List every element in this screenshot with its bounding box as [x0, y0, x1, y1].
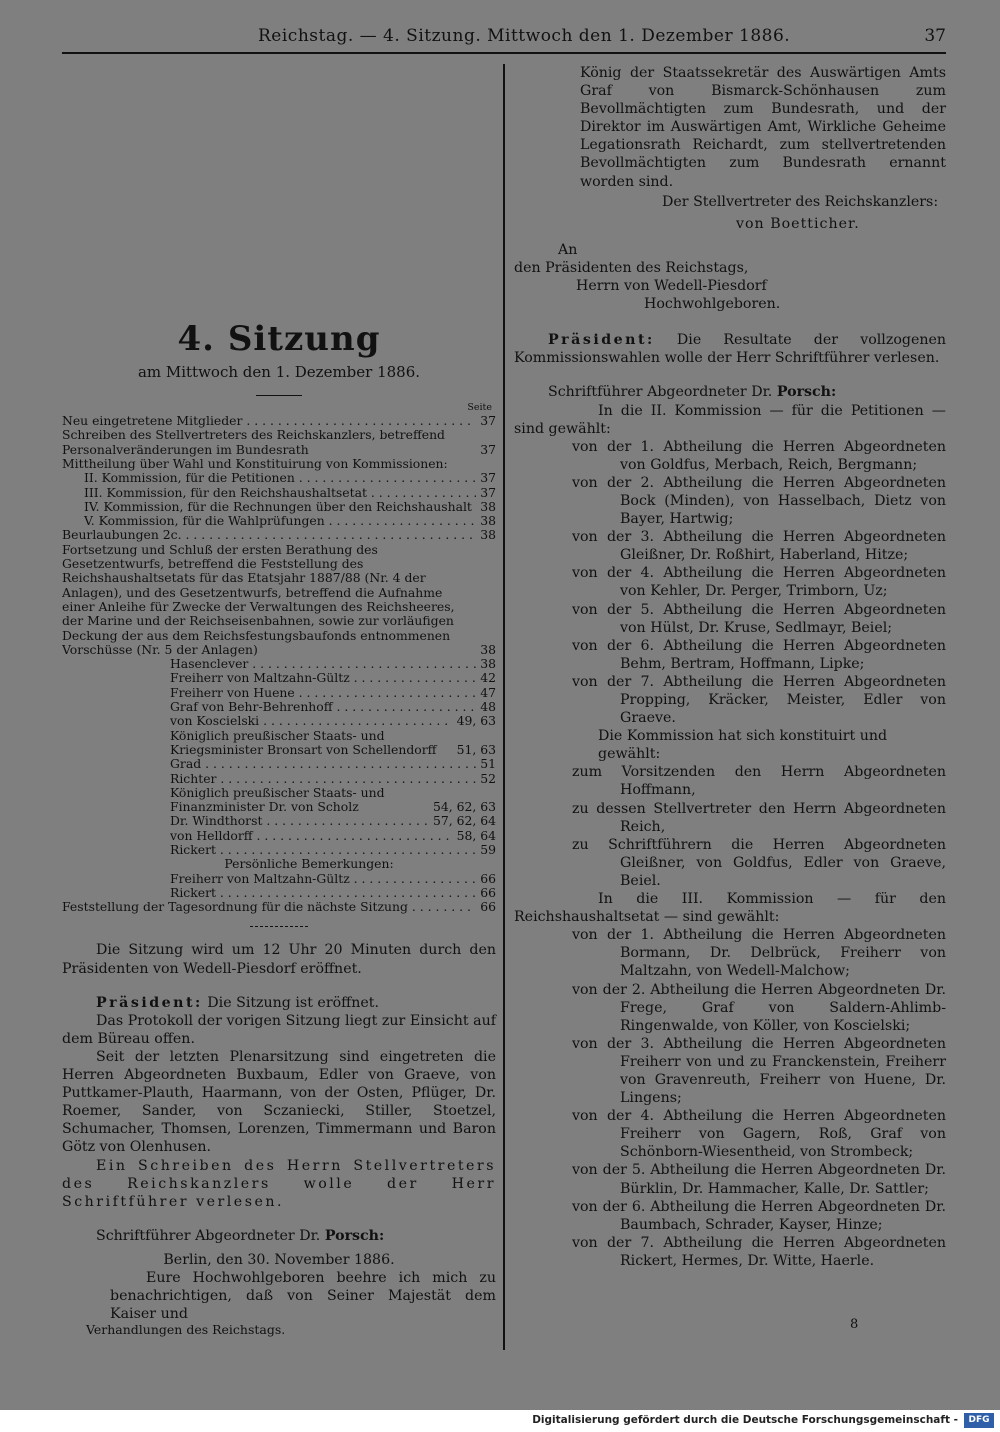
toc-entry-title: Königlich preußischer Staats- und Finanzminister Dr. von Scholz [170, 785, 385, 815]
speaker-text: Die Resultate der vollzogenen Kommissionswahlen wolle der Herr Schriftführer verlesen. [514, 332, 947, 367]
speaker-label: Präsident: [548, 332, 655, 349]
new-members-paragraph: Seit der letzten Plenarsitzung sind eingetreten die Herren Abgeordneten Buxbaum, Edler von Graeve, von Puttkamer-Plauth, Haarmann, von der Osten, Pflüger, Dr. Roemer, Sander, von Sczaniecki, Stiller, Stoetzel, Schumacher, Thomsen, Lorenzen, Timmermann und Baron Götz von Olenhusen. [62, 1048, 496, 1156]
toc-entry-page: 38 [480, 527, 496, 543]
toc-entry-page: 49, 63 [456, 713, 496, 729]
toc-page-column-header: Seite [467, 402, 492, 414]
division-entry: von der 4. Abtheilung die Herren Abgeordneten von Kehler, Dr. Perger, Trimborn, Uz; [572, 565, 946, 600]
address-line-1: den Präsidenten des Reichstags, [514, 259, 749, 276]
division-entry: von der 6. Abtheilung die Herren Abgeordneten Dr. Baumbach, Schrader, Kayser, Hinze; [572, 1198, 946, 1233]
toc-entry [62, 428, 496, 457]
secretary-name: Porsch: [776, 384, 837, 401]
running-header [62, 22, 946, 54]
toc-entry [62, 514, 496, 528]
division-entry: von der 6. Abtheilung die Herren Abgeordneten Behm, Bertram, Hoffmann, Lipke; [572, 637, 946, 672]
toc-entry-page: 37 [480, 441, 496, 457]
commission-2-constituted: Die Kommission hat sich konstituirt und gewählt: [598, 728, 888, 763]
signature-role: Der Stellvertreter des Reichskanzlers: [662, 193, 939, 210]
toc-entry: Persönliche Bemerkungen: [224, 856, 394, 872]
toc-entry [62, 500, 496, 514]
toc-entry [62, 486, 496, 500]
toc-entry [62, 671, 496, 685]
toc-entry-page: 66 [480, 899, 496, 915]
division-entry: von der 5. Abtheilung die Herren Abgeordneten Dr. Bürklin, Dr. Hammacher, Kalle, Dr. Sattler; [572, 1162, 946, 1197]
toc-entry-title: Graf von Behr-Behrenhoff . . . [170, 700, 476, 714]
office-entry: zu dessen Stellvertreter den Herrn Abgeordneten Reich, [572, 800, 946, 835]
toc-entry-page: 38 [480, 513, 496, 529]
toc-entry [62, 700, 496, 714]
toc-entry-title: Schreiben des Stellvertreters des Reichskanzlers, betreffend Personalveränderungen im Bundesrath [62, 428, 445, 457]
division-entry: von der 2. Abtheilung die Herren Abgeordneten Bock (Minden), von Hasselbach, Dietz von Bayer, Hartwig; [572, 474, 946, 528]
toc-entry-title: von Koscielski . . . [170, 714, 453, 728]
president-paragraph-right [514, 331, 946, 367]
commission-2-offices [514, 763, 946, 890]
toc-entry-title: Rickert . . . [170, 886, 476, 900]
toc-entry-page: 57, 62, 64 [432, 813, 496, 829]
toc-entry-page: 54, 62, 63 [432, 799, 496, 815]
toc-entry [62, 729, 496, 758]
toc-entry-page: 51, 63 [456, 741, 496, 757]
secretary-label: Schriftführer Abgeordneter Dr. [548, 384, 773, 401]
letter-announcement: Ein Schreiben des Herrn Stellvertreters des Reichskanzlers wolle der Herr Schriftführer verlesen. [62, 1157, 496, 1210]
commission-3-members [514, 926, 946, 1270]
left-column [62, 64, 496, 1323]
toc-entry-title: III. Kommission, für den Reichshaushaltsetat . . . [84, 486, 476, 500]
toc-entry-page: 47 [480, 684, 496, 700]
toc-entry-page: 42 [480, 670, 496, 686]
toc-entry-title: V. Kommission, für die Wahlprüfungen . . . [84, 514, 476, 528]
toc-entry [62, 814, 496, 828]
dfg-logo: DFG [964, 1413, 994, 1428]
toc-entry-page: 38 [480, 656, 496, 672]
commission-3-heading: In die III. Kommission — für den Reichshaushaltsetat — sind gewählt: [514, 891, 946, 926]
left-body [62, 941, 496, 1323]
commission-2-heading: In die II. Kommission — für die Petitionen — sind gewählt: [514, 402, 946, 437]
toc-entry [62, 543, 496, 657]
letter-continuation: König der Staatssekretär des Auswärtigen Amts Graf von Bismarck-Schönhausen zum Bevollmächtigten zum Bundesrath, und der Direktor im Auswärtigen Amt, Wirkliche Geheime Legationsrath Reichardt, zum stellvertretenden Bevollmächtigten zum Bundesrath ernannt worden sind. [580, 65, 946, 190]
session-date: am Mittwoch den 1. Dezember 1886. [137, 363, 421, 381]
toc-entry-title: II. Kommission, für die Petitionen . . . [84, 471, 476, 485]
division-entry: von der 1. Abtheilung die Herren Abgeordneten von Goldfus, Merbach, Reich, Bergmann; [572, 438, 946, 473]
secretary-paragraph [62, 1227, 496, 1245]
right-column [514, 64, 946, 1270]
toc-entry-page: 59 [480, 842, 496, 857]
digitization-banner [0, 1410, 1000, 1432]
protocol-paragraph: Das Protokoll der vorigen Sitzung liegt zur Einsicht auf dem Büreau offen. [62, 1012, 496, 1047]
division-entry: von der 1. Abtheilung die Herren Abgeordneten Bormann, Dr. Delbrück, Freiherr von Maltzahn, von Wedell-Malchow; [572, 927, 946, 980]
banner-text: Digitalisierung gefördert durch die Deutsche Forschungsgemeinschaft - [532, 1414, 958, 1426]
page-number: 37 [924, 26, 946, 46]
toc-entry [62, 414, 496, 428]
toc-entry [62, 471, 496, 485]
letter-start: Eure Hochwohlgeboren beehre ich mich zu benachrichtigen, daß von Seiner Majestät dem Kaiser und [110, 1269, 496, 1323]
toc-entry [62, 886, 496, 900]
toc-list [62, 414, 496, 914]
address-line-2: Herrn von Wedell-Piesdorf [576, 278, 767, 295]
secretary-name: Porsch: [324, 1227, 385, 1244]
letter-date: Berlin, den 30. November 1886. [163, 1251, 395, 1268]
toc-entry-title: Neu eingetretene Mitglieder . . . [62, 414, 476, 428]
toc-entry [62, 786, 496, 815]
division-entry: von der 2. Abtheilung die Herren Abgeordneten Dr. Frege, Graf von Saldern-Ahlimb-Ringenwalde, von Köller, von Koscielski; [572, 981, 946, 1034]
commission-2-members [514, 438, 946, 728]
secretary-paragraph-right [514, 383, 946, 401]
toc-entry [62, 657, 496, 671]
division-entry: von der 7. Abtheilung die Herren Abgeordneten Rickert, Hermes, Dr. Witte, Haerle. [572, 1234, 946, 1269]
toc-entry-page: 48 [480, 699, 496, 715]
address-line-3: Hochwohlgeboren. [644, 296, 781, 313]
toc-entry-page: 66 [480, 870, 496, 886]
toc-entry-title: Richter . . . [170, 772, 476, 786]
president-paragraph [62, 994, 496, 1012]
division-entry: von der 7. Abtheilung die Herren Abgeordneten Propping, Kräcker, Meister, Edler von Graeve. [572, 673, 946, 727]
secretary-label: Schriftführer Abgeordneter Dr. [96, 1227, 321, 1244]
toc-entry-page: 38 [480, 498, 496, 514]
toc-entry-page: 52 [480, 770, 496, 786]
toc-entry-page: 38 [480, 641, 496, 657]
toc-entry-page: 58, 64 [456, 827, 496, 843]
toc-entry-title: Freiherr von Maltzahn-Gültz . . . [170, 872, 476, 886]
toc-entry-title: Fortsetzung und Schluß der ersten Berathung des Gesetzentwurfs, betreffend die Feststellung des Reichshaushaltsetats für das Etatsjahr 1887/88 (Nr. 4 der Anlagen), und des Gesetzentwurfs, betreffend die Aufnahme einer Anleihe für Zwecke der Verwaltungen des Reichsheeres, der Marine und der Reichseisenbahnen, sowie zur vorläufigen Deckung der aus dem Reichsfestungsbaufonds entnommenen Vorschüsse (Nr. 5 der Anlagen) [62, 542, 455, 657]
toc-entry-title: Mittheilung über Wahl und Konstituirung von Kommissionen: [62, 456, 448, 471]
session-title: 4. Sitzung [177, 319, 381, 359]
toc-entry [62, 829, 496, 843]
toc-entry [62, 686, 496, 700]
toc-entry [62, 757, 496, 771]
toc-entry [62, 528, 496, 542]
division-entry: von der 5. Abtheilung die Herren Abgeordneten von Hülst, Dr. Kruse, Sedlmayr, Beiel; [572, 601, 946, 636]
division-entry: von der 3. Abtheilung die Herren Abgeordneten Freiherr von und zu Franckenstein, Freiherr von Gravenreuth, Freiherr von Huene, Dr. Lingens; [572, 1035, 946, 1107]
toc-entry [62, 714, 496, 728]
toc-entry [62, 457, 496, 471]
toc-entry-title: IV. Kommission, für die Rechnungen über den Reichshaushalt [84, 499, 472, 514]
division-entry: von der 3. Abtheilung die Herren Abgeordneten Gleißner, Dr. Roßhirt, Haberland, Hitze; [572, 529, 946, 564]
toc-entry [62, 843, 496, 857]
toc-entry-title: Feststellung der Tagesordnung für die nächste Sitzung . . . [62, 900, 476, 914]
toc-entry-title: Hasenclever . . . [170, 657, 476, 671]
signature-name: von Boetticher. [736, 215, 860, 232]
speaker-label: Präsident: [96, 994, 203, 1011]
toc-entry-page: 66 [480, 884, 496, 900]
office-entry: zu Schriftführern die Herren Abgeordneten Gleißner, von Goldfus, Edler von Graeve, Beiel. [572, 836, 946, 889]
office-entry: zum Vorsitzenden den Herrn Abgeordneten Hoffmann, [572, 764, 946, 799]
toc-entry-title: Königlich preußischer Staats- und Kriegsminister Bronsart von Schellendorff [170, 728, 437, 757]
table-of-contents [62, 402, 496, 914]
toc-entry-page: 37 [480, 413, 496, 429]
opening-paragraph: Die Sitzung wird um 12 Uhr 20 Minuten durch den Präsidenten von Wedell-Piesdorf eröffnet. [62, 942, 496, 977]
toc-entry-title: Rickert . . . [170, 843, 476, 857]
section-rule [250, 926, 308, 927]
address-an: An [558, 241, 578, 258]
toc-entry-title: Grad . . . [170, 757, 476, 771]
toc-entry-page: 37 [480, 484, 496, 500]
toc-entry-title: Beurlaubungen 2c. . . . [62, 528, 476, 542]
toc-entry-title: Freiherr von Huene . . . [170, 686, 476, 700]
sheet-number: 8 [850, 1317, 859, 1332]
column-divider [503, 64, 505, 1350]
toc-entry-title: von Helldorff . . . [170, 829, 453, 843]
speaker-text: Die Sitzung ist eröffnet. [207, 994, 379, 1011]
toc-entry [62, 900, 496, 914]
footer-note: Verhandlungen des Reichstags. [86, 1322, 286, 1337]
toc-entry-page: 37 [480, 470, 496, 486]
toc-entry [62, 772, 496, 786]
toc-entry-title: Dr. Windthorst . . . [170, 814, 429, 828]
toc-entry-page: 51 [480, 756, 496, 772]
toc-entry-title: Freiherr von Maltzahn-Gültz . . . [170, 671, 476, 685]
header-title: Reichstag. — 4. Sitzung. Mittwoch den 1. Dezember 1886. [258, 26, 791, 46]
title-rule [256, 395, 302, 396]
division-entry: von der 4. Abtheilung die Herren Abgeordneten Freiherr von Gagern, Roß, Graf von Schönborn-Wiesentheid, von Strombeck; [572, 1108, 946, 1161]
toc-entry [62, 872, 496, 886]
